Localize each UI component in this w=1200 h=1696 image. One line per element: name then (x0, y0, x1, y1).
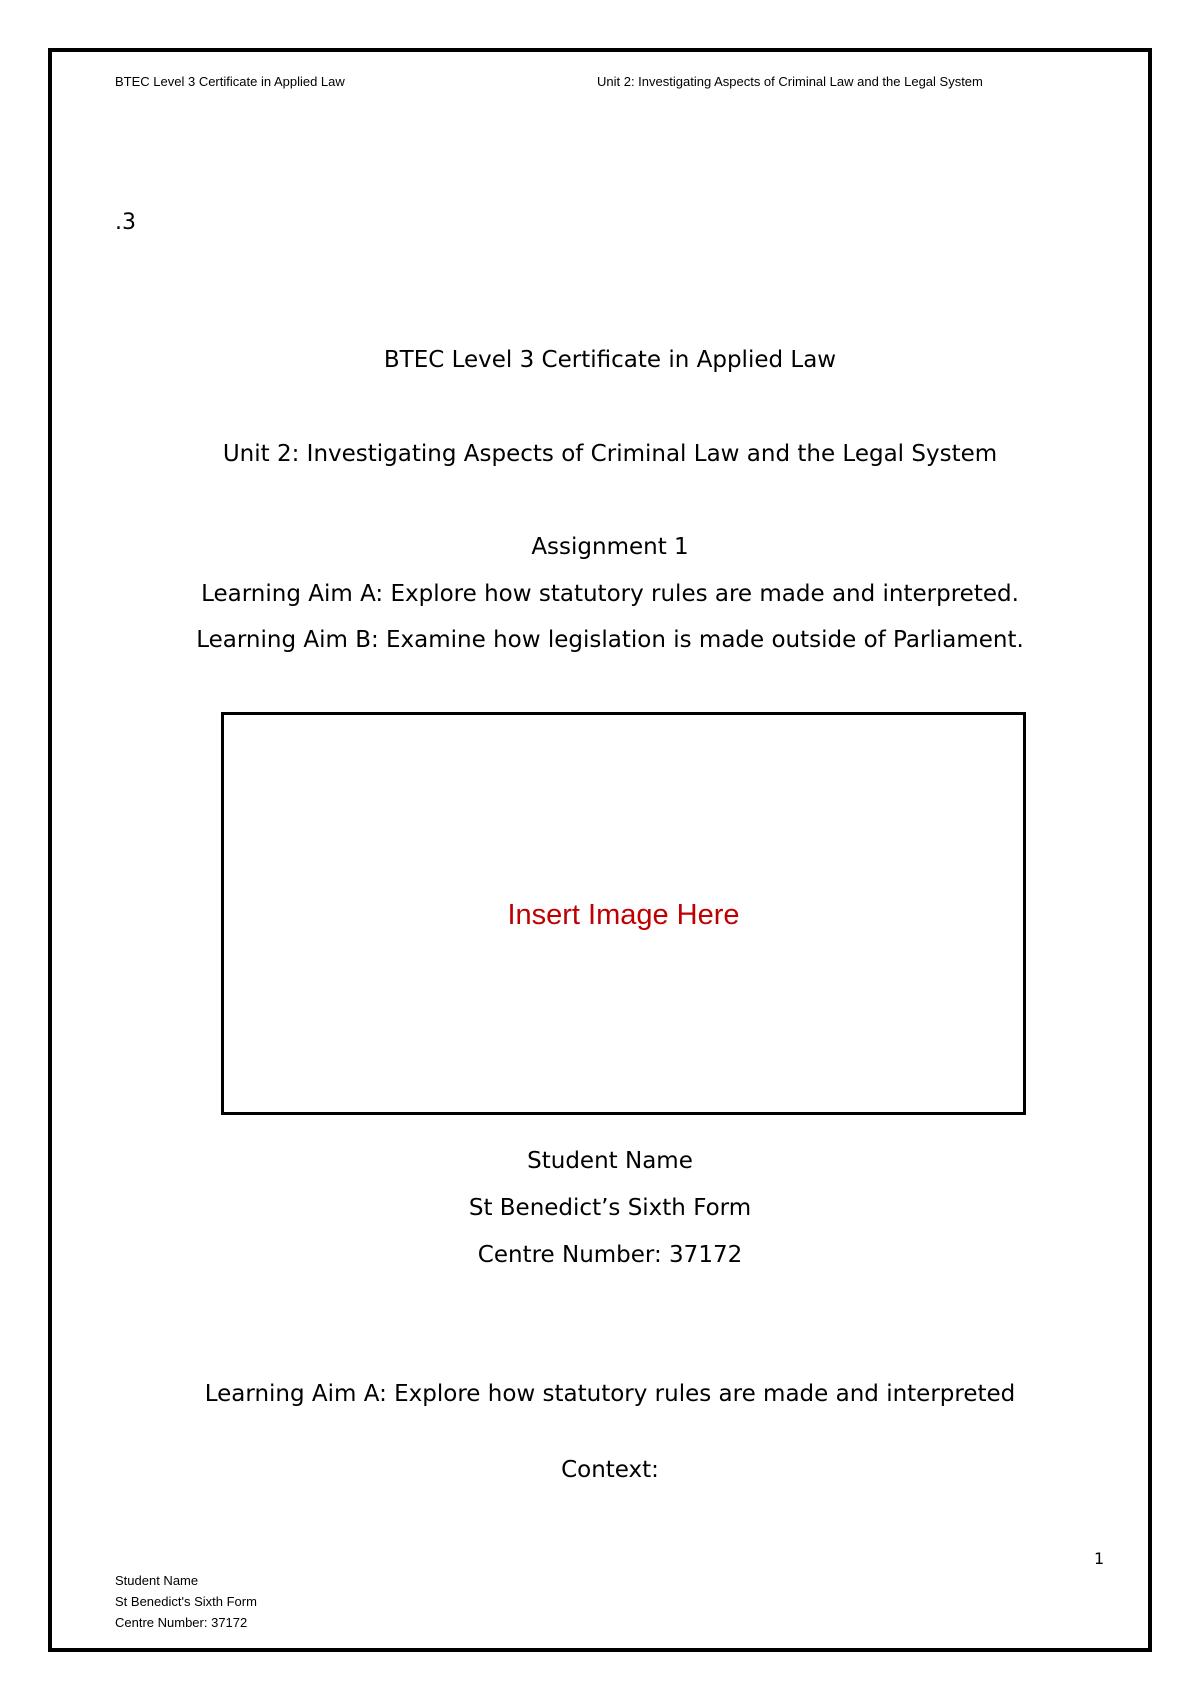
unit-title: Unit 2: Investigating Aspects of Criminal Law and the Legal System (222, 441, 998, 467)
image-placeholder-box[interactable] (221, 712, 1026, 1115)
image-placeholder-text: Insert Image Here (507, 899, 740, 931)
learning-aim-a: Learning Aim A: Explore how statutory rules are made and interpreted. (201, 581, 1019, 607)
context-label: Context: (561, 1457, 659, 1483)
page-number: 1 (1094, 1549, 1105, 1568)
footer-student-name: Student Name (115, 1573, 199, 1588)
header-unit-title: Unit 2: Investigating Aspects of Criminal Law and the Legal System (597, 74, 983, 89)
section-heading: Learning Aim A: Explore how statutory rules are made and interpreted (204, 1381, 1016, 1407)
learning-aim-b: Learning Aim B: Examine how legislation is made outside of Parliament. (196, 627, 1024, 653)
centre-number: Centre Number: 37172 (477, 1242, 743, 1268)
section-marker: .3 (115, 210, 136, 235)
header-course-title: BTEC Level 3 Certificate in Applied Law (115, 74, 345, 89)
student-name: Student Name (527, 1148, 693, 1174)
assignment-title: Assignment 1 (531, 534, 689, 560)
footer-school-name: St Benedict's Sixth Form (115, 1594, 257, 1609)
school-name: St Benedict’s Sixth Form (468, 1195, 752, 1221)
footer-centre-number: Centre Number: 37172 (115, 1615, 248, 1630)
course-title: BTEC Level 3 Certificate in Applied Law (383, 347, 837, 373)
